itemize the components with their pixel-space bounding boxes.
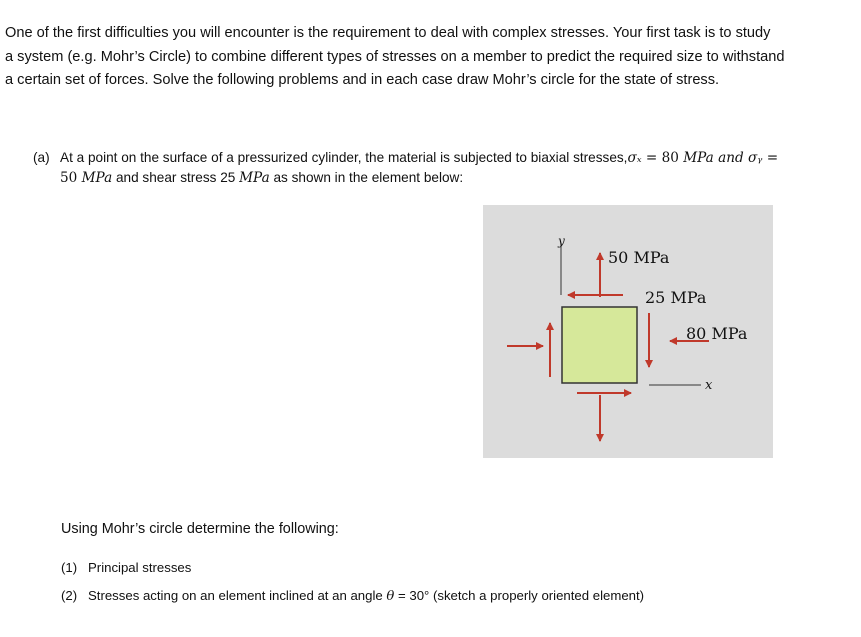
intro-paragraph (5, 22, 855, 93)
question-1-number: (1) (61, 560, 78, 575)
problem-part-a (33, 148, 778, 188)
theta-symbol: θ (386, 589, 395, 604)
part-a-line-1 (33, 148, 778, 168)
sigma-y-value: 50 (60, 170, 82, 186)
x-axis-label: x (705, 378, 713, 393)
question-2-text-before: Stresses acting on an element inclined at an angle (88, 588, 387, 603)
sigma-y-label: 50 MPa (608, 248, 670, 267)
part-a-line-2 (33, 168, 778, 188)
part-a-label: (a) (33, 150, 50, 165)
sigma-y-equals: = (762, 150, 779, 166)
sigma-y-symbol: σᵧ (747, 150, 763, 166)
stress-element-figure (483, 205, 773, 458)
question-2-text-after: = 30° (sketch a properly oriented element) (394, 588, 645, 603)
sigma-x-symbol: σₓ (627, 150, 642, 166)
sigma-x-label: 80 MPa (686, 324, 748, 343)
question-2 (61, 588, 644, 604)
stress-element-square (562, 307, 637, 383)
sigma-y-unit: MPa (81, 170, 113, 186)
intro-line-2: a system (e.g. Mohr’s Circle) to combine different types of stresses on a member to predict the required size to withstand (5, 48, 785, 65)
shear-unit: MPa (239, 170, 270, 186)
part-a-line-2-end: as shown in the element below: (269, 170, 464, 185)
question-1 (61, 560, 191, 575)
shear-label: 25 MPa (645, 288, 707, 307)
stress-element-diagram (483, 205, 773, 458)
question-2-number: (2) (61, 588, 78, 603)
y-axis-label: y (558, 234, 565, 248)
intro-line-1: One of the first difficulties you will encounter is the requirement to deal with complex stresses. Your first task is to study (5, 25, 771, 41)
shear-text: and shear stress 25 (112, 170, 240, 185)
questions-heading: Using Mohr’s circle determine the following: (61, 521, 339, 537)
sigma-x-equals: = 80 (641, 150, 684, 166)
intro-line-3: a certain set of forces. Solve the following problems and in each case draw Mohr’s circle for the state of stress. (5, 72, 720, 88)
part-a-statement: At a point on the surface of a pressurized cylinder, the material is subjected to biaxial stresses, (60, 150, 628, 165)
question-1-text: Principal stresses (88, 560, 192, 575)
sigma-x-unit: MPa and (683, 150, 748, 166)
